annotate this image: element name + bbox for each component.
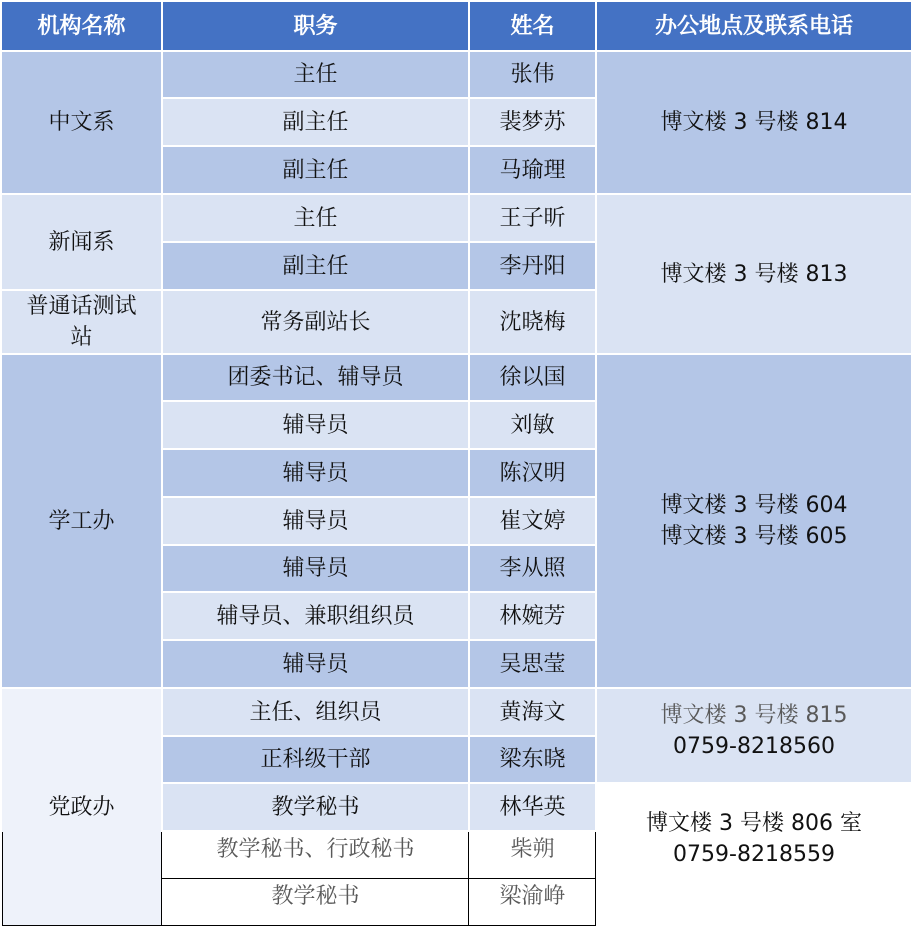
row-0-name: 张伟 — [470, 52, 595, 97]
border-col-3 — [595, 832, 596, 926]
border-col-2 — [468, 832, 469, 926]
row-6-name: 徐以国 — [470, 355, 595, 400]
row-5-position: 常务副站长 — [163, 291, 468, 353]
office-student-affairs — [597, 355, 911, 687]
office-party-2-address: 博文楼 3 号楼 806 室 — [646, 811, 862, 836]
row-13-name: 黄海文 — [470, 689, 595, 735]
row-14-position: 正科级干部 — [163, 737, 468, 782]
row-15-position: 教学秘书 — [163, 784, 468, 830]
row-17-position: 教学秘书 — [163, 880, 468, 926]
row-10-name: 李从照 — [470, 546, 595, 591]
org-news: 新闻系 — [2, 195, 161, 289]
row-2-name: 马瑜理 — [470, 147, 595, 193]
border-bottom — [2, 925, 596, 926]
office-party-1 — [597, 689, 911, 782]
office-student-affairs-line1: 博文楼 3 号楼 604 — [660, 493, 848, 518]
border-row-divider — [161, 878, 596, 879]
row-14-name: 梁东晓 — [470, 737, 595, 782]
row-10-position: 辅导员 — [163, 546, 468, 591]
row-11-name: 林婉芳 — [470, 593, 595, 639]
row-16-position: 教学秘书、行政秘书 — [163, 832, 468, 878]
row-5-name: 沈晓梅 — [470, 291, 595, 353]
row-8-position: 辅导员 — [163, 450, 468, 496]
row-7-name: 刘敏 — [470, 402, 595, 448]
org-putonghua-label: 普通话测试站 — [26, 294, 137, 350]
org-chinese: 中文系 — [2, 52, 161, 193]
row-0-position: 主任 — [163, 52, 468, 97]
row-16-name: 柴朔 — [470, 832, 595, 878]
row-3-position: 主任 — [163, 195, 468, 241]
office-student-affairs-line2: 博文楼 3 号楼 605 — [660, 524, 848, 549]
row-4-name: 李丹阳 — [470, 243, 595, 289]
org-party-admin: 党政办 — [2, 689, 161, 926]
office-news: 博文楼 3 号楼 813 — [597, 195, 911, 353]
border-col-1 — [161, 832, 162, 926]
row-11-position: 辅导员、兼职组织员 — [163, 593, 468, 639]
row-12-position: 辅导员 — [163, 641, 468, 687]
header-office: 办公地点及联系电话 — [597, 2, 911, 50]
header-org: 机构名称 — [2, 2, 161, 50]
office-chinese: 博文楼 3 号楼 814 — [597, 52, 911, 193]
office-party-2-phone: 0759-8218559 — [673, 842, 835, 867]
row-12-name: 吴思莹 — [470, 641, 595, 687]
row-15-name: 林华英 — [470, 784, 595, 830]
border-left — [2, 832, 3, 926]
row-1-name: 裴梦苏 — [470, 99, 595, 145]
row-6-position: 团委书记、辅导员 — [163, 355, 468, 400]
row-13-position: 主任、组织员 — [163, 689, 468, 735]
row-1-position: 副主任 — [163, 99, 468, 145]
org-putonghua — [2, 291, 161, 353]
office-party-2 — [597, 784, 911, 926]
row-4-position: 副主任 — [163, 243, 468, 289]
row-7-position: 辅导员 — [163, 402, 468, 448]
office-party-1-address: 博文楼 3 号楼 815 — [660, 702, 848, 728]
org-student-affairs: 学工办 — [2, 355, 161, 687]
office-party-1-phone: 0759-8218560 — [673, 733, 835, 759]
row-8-name: 陈汉明 — [470, 450, 595, 496]
row-2-position: 副主任 — [163, 147, 468, 193]
row-9-position: 辅导员 — [163, 498, 468, 544]
row-3-name: 王子昕 — [470, 195, 595, 241]
row-17-name: 梁渝峥 — [470, 880, 595, 926]
header-name: 姓名 — [470, 2, 595, 50]
header-position: 职务 — [163, 2, 468, 50]
row-9-name: 崔文婷 — [470, 498, 595, 544]
